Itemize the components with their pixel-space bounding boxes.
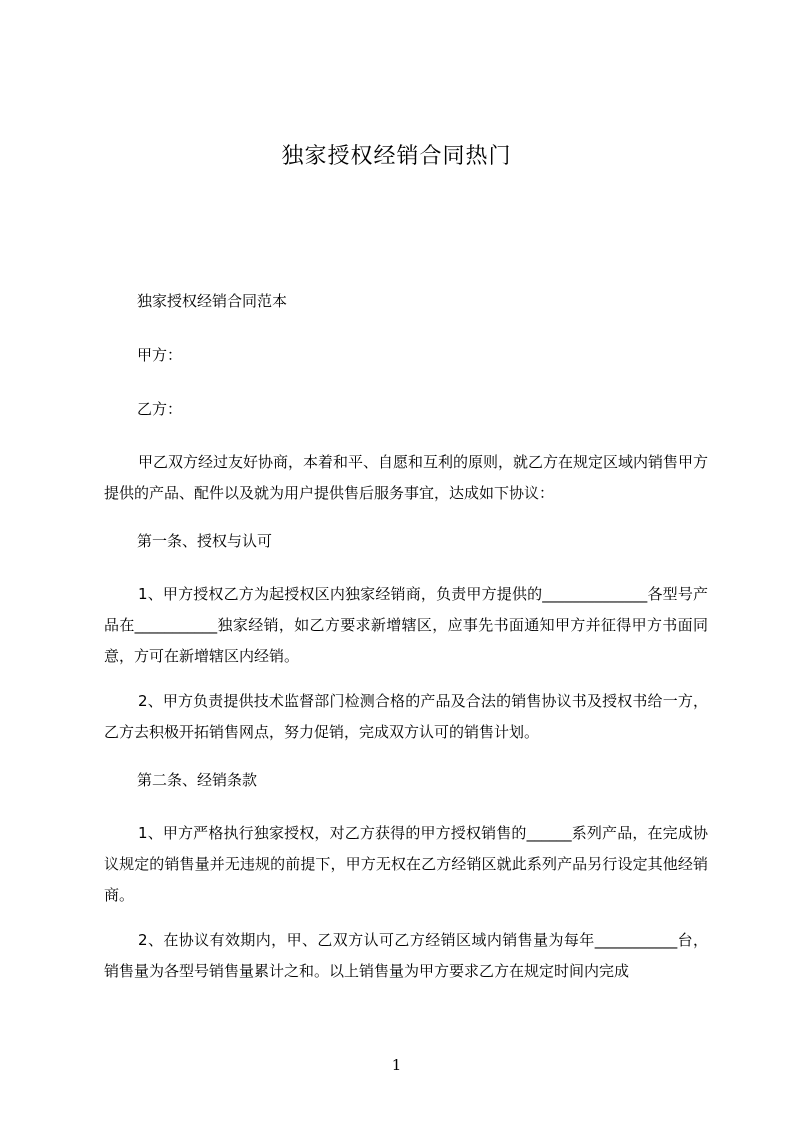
page-number: 1 bbox=[391, 1056, 402, 1074]
article-1-clause-1: 1、甲方授权乙方为起授权区内独家经销商，负责甲方提供的______________各型号产品在___________独家经销，如乙方要求新增辖区，应事先书面通知甲方并征得甲方书面同意，方可在新增辖区内经销。 bbox=[104, 585, 708, 665]
article-2-title: 第二条、经销条款 bbox=[137, 771, 258, 789]
contract-heading: 独家授权经销合同范本 bbox=[137, 292, 288, 310]
article-1-clause-2: 2、甲方负责提供技术监督部门检测合格的产品及合法的销售协议书及授权书给一方，乙方去积极开拓销售网点，努力促销，完成双方认可的销售计划。 bbox=[104, 692, 708, 741]
party-a-label: 甲方： bbox=[137, 346, 183, 364]
article-1-title: 第一条、授权与认可 bbox=[137, 532, 273, 550]
party-b-label: 乙方： bbox=[137, 400, 183, 418]
article-2-clause-2: 2、在协议有效期内，甲、乙双方认可乙方经销区域内销售量为每年___________台，销售量为各型号销售量累计之和。以上销售量为甲方要求乙方在规定时间内完成 bbox=[104, 931, 708, 980]
document-title: 独家授权经销合同热门 bbox=[281, 144, 512, 169]
article-2-clause-1: 1、甲方严格执行独家授权，对乙方获得的甲方授权销售的______系列产品，在完成协议规定的销售量并无违规的前提下，甲方无权在乙方经销区就此系列产品另行设定其他经销商。 bbox=[104, 824, 708, 904]
intro-paragraph: 甲乙双方经过友好协商，本着和平、自愿和互利的原则，就乙方在规定区域内销售甲方提供的产品、配件以及就为用户提供售后服务事宜，达成如下协议： bbox=[104, 453, 709, 502]
